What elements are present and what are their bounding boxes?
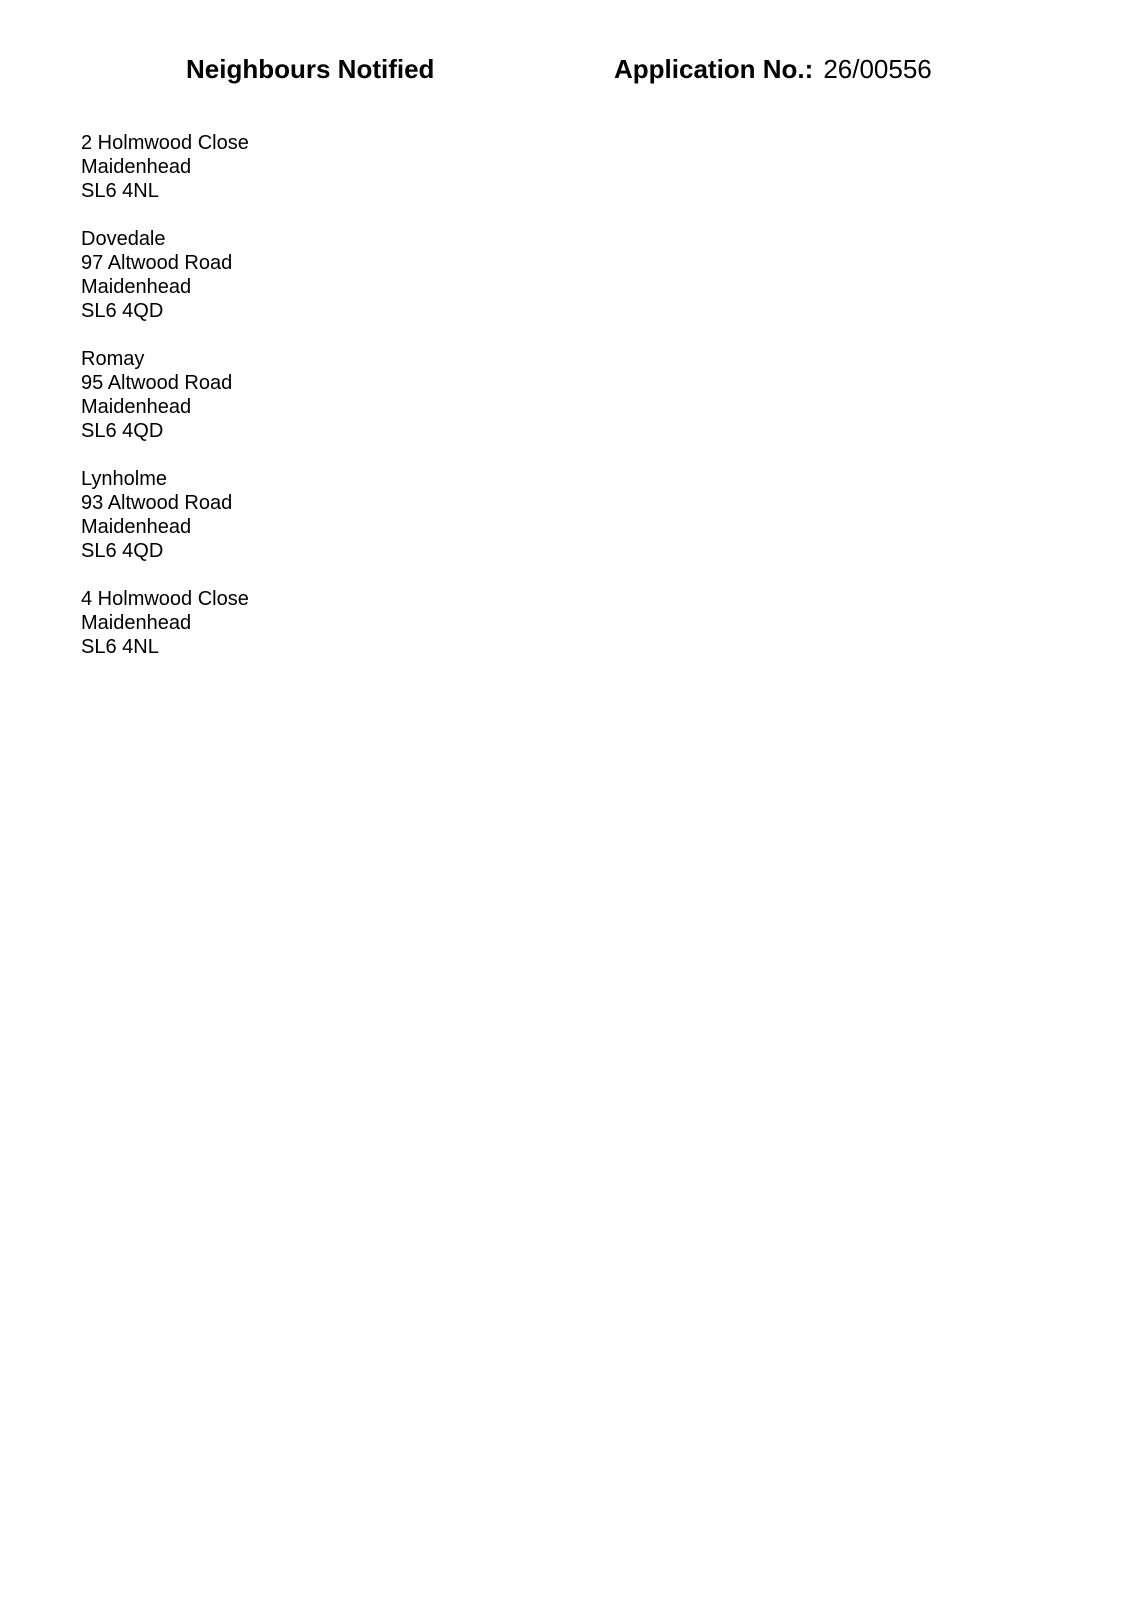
address-line: Dovedale <box>81 228 166 250</box>
address-line: 4 Holmwood Close <box>81 588 249 610</box>
address-line: Maidenhead <box>81 516 192 538</box>
address-line: SL6 4NL <box>81 180 159 202</box>
address-line: 2 Holmwood Close <box>81 132 249 154</box>
application-reference <box>614 51 932 87</box>
address-line: SL6 4QD <box>81 420 164 442</box>
address-line: 97 Altwood Road <box>81 252 233 274</box>
address-entry <box>81 227 249 323</box>
address-line: 95 Altwood Road <box>81 372 233 394</box>
address-list <box>81 131 249 683</box>
address-line: Maidenhead <box>81 156 192 178</box>
address-line: Lynholme <box>81 468 167 490</box>
address-line: 93 Altwood Road <box>81 492 233 514</box>
address-line: Maidenhead <box>81 612 192 634</box>
address-line: Maidenhead <box>81 276 192 298</box>
address-line: Maidenhead <box>81 396 192 418</box>
address-entry <box>81 131 249 203</box>
address-line: Romay <box>81 348 145 370</box>
address-entry <box>81 587 249 659</box>
address-entry <box>81 347 249 443</box>
address-entry <box>81 467 249 563</box>
address-line: SL6 4QD <box>81 540 164 562</box>
application-number: 26/00556 <box>823 54 932 84</box>
page-title: Neighbours Notified <box>186 54 435 84</box>
application-number-label: Application No.: <box>614 54 814 84</box>
address-line: SL6 4NL <box>81 636 159 658</box>
address-line: SL6 4QD <box>81 300 164 322</box>
